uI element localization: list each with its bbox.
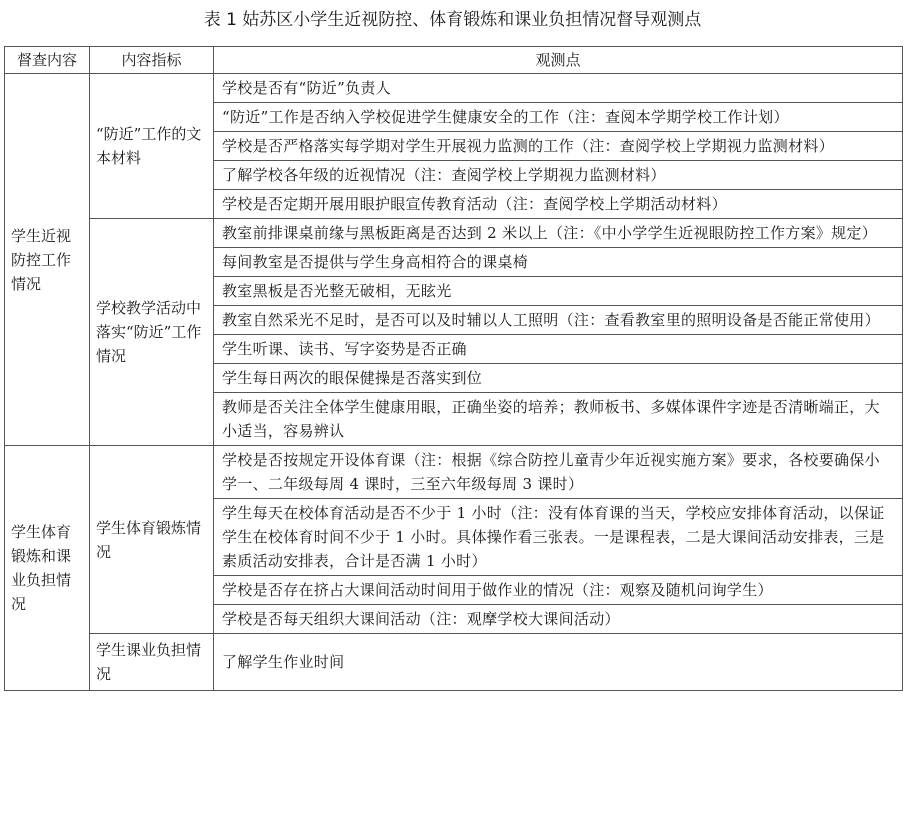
observation-cell: 学生每天在校体育活动是否不少于 1 小时（注：没有体育课的当天，学校应安排体育活动，以保证学生在校体育时间不少于 1 小时。具体操作看三张表。一是课程表，二是大课间活动安排表，三是素质活动安排表，合计是否满 1 小时） xyxy=(214,499,903,576)
observation-cell: 学生每日两次的眼保健操是否落实到位 xyxy=(214,364,903,393)
indicator-cell: 学生课业负担情况 xyxy=(90,634,214,691)
observation-cell: 教室前排课桌前缘与黑板距离是否达到 2 米以上（注：《中小学学生近视眼防控工作方案》规定） xyxy=(214,219,903,248)
observation-cell: 教室自然采光不足时，是否可以及时辅以人工照明（注：查看教室里的照明设备是否能正常使用） xyxy=(214,306,903,335)
header-indicator: 内容指标 xyxy=(90,47,214,74)
observation-cell: 学校是否每天组织大课间活动（注：观摩学校大课间活动） xyxy=(214,605,903,634)
header-row xyxy=(5,47,903,74)
table-row xyxy=(5,219,903,248)
table-row xyxy=(5,446,903,499)
header-observation: 观测点 xyxy=(214,47,903,74)
supervision-table xyxy=(4,46,903,691)
category-cell: 学生近视防控工作情况 xyxy=(5,74,90,446)
observation-cell: 学校是否严格落实每学期对学生开展视力监测的工作（注：查阅学校上学期视力监测材料） xyxy=(214,132,903,161)
table-row xyxy=(5,74,903,103)
category-cell: 学生体育锻炼和课业负担情况 xyxy=(5,446,90,691)
observation-cell: 学生听课、读书、写字姿势是否正确 xyxy=(214,335,903,364)
table-row xyxy=(5,634,903,691)
indicator-cell: 学生体育锻炼情况 xyxy=(90,446,214,634)
observation-cell: “防近”工作是否纳入学校促进学生健康安全的工作（注：查阅本学期学校工作计划） xyxy=(214,103,903,132)
observation-cell: 学校是否定期开展用眼护眼宣传教育活动（注：查阅学校上学期活动材料） xyxy=(214,190,903,219)
table-title: 表 1 姑苏区小学生近视防控、体育锻炼和课业负担情况督导观测点 xyxy=(203,10,702,30)
observation-cell: 学校是否存在挤占大课间活动时间用于做作业的情况（注：观察及随机问询学生） xyxy=(214,576,903,605)
observation-cell: 学校是否按规定开设体育课（注：根据《综合防控儿童青少年近视实施方案》要求，各校要确保小学一、二年级每周 4 课时，三至六年级每周 3 课时） xyxy=(214,446,903,499)
observation-cell: 教师是否关注全体学生健康用眼，正确坐姿的培养；教师板书、多媒体课件字迹是否清晰端正，大小适当，容易辨认 xyxy=(214,393,903,446)
observation-cell: 每间教室是否提供与学生身高相符合的课桌椅 xyxy=(214,248,903,277)
observation-cell: 学校是否有“防近”负责人 xyxy=(214,74,903,103)
observation-cell: 了解学校各年级的近视情况（注：查阅学校上学期视力监测材料） xyxy=(214,161,903,190)
header-category: 督查内容 xyxy=(5,47,90,74)
observation-cell: 教室黑板是否光整无破相，无眩光 xyxy=(214,277,903,306)
indicator-cell: 学校教学活动中落实“防近”工作情况 xyxy=(90,219,214,446)
indicator-cell: “防近”工作的文本材料 xyxy=(90,74,214,219)
observation-cell: 了解学生作业时间 xyxy=(214,634,903,691)
